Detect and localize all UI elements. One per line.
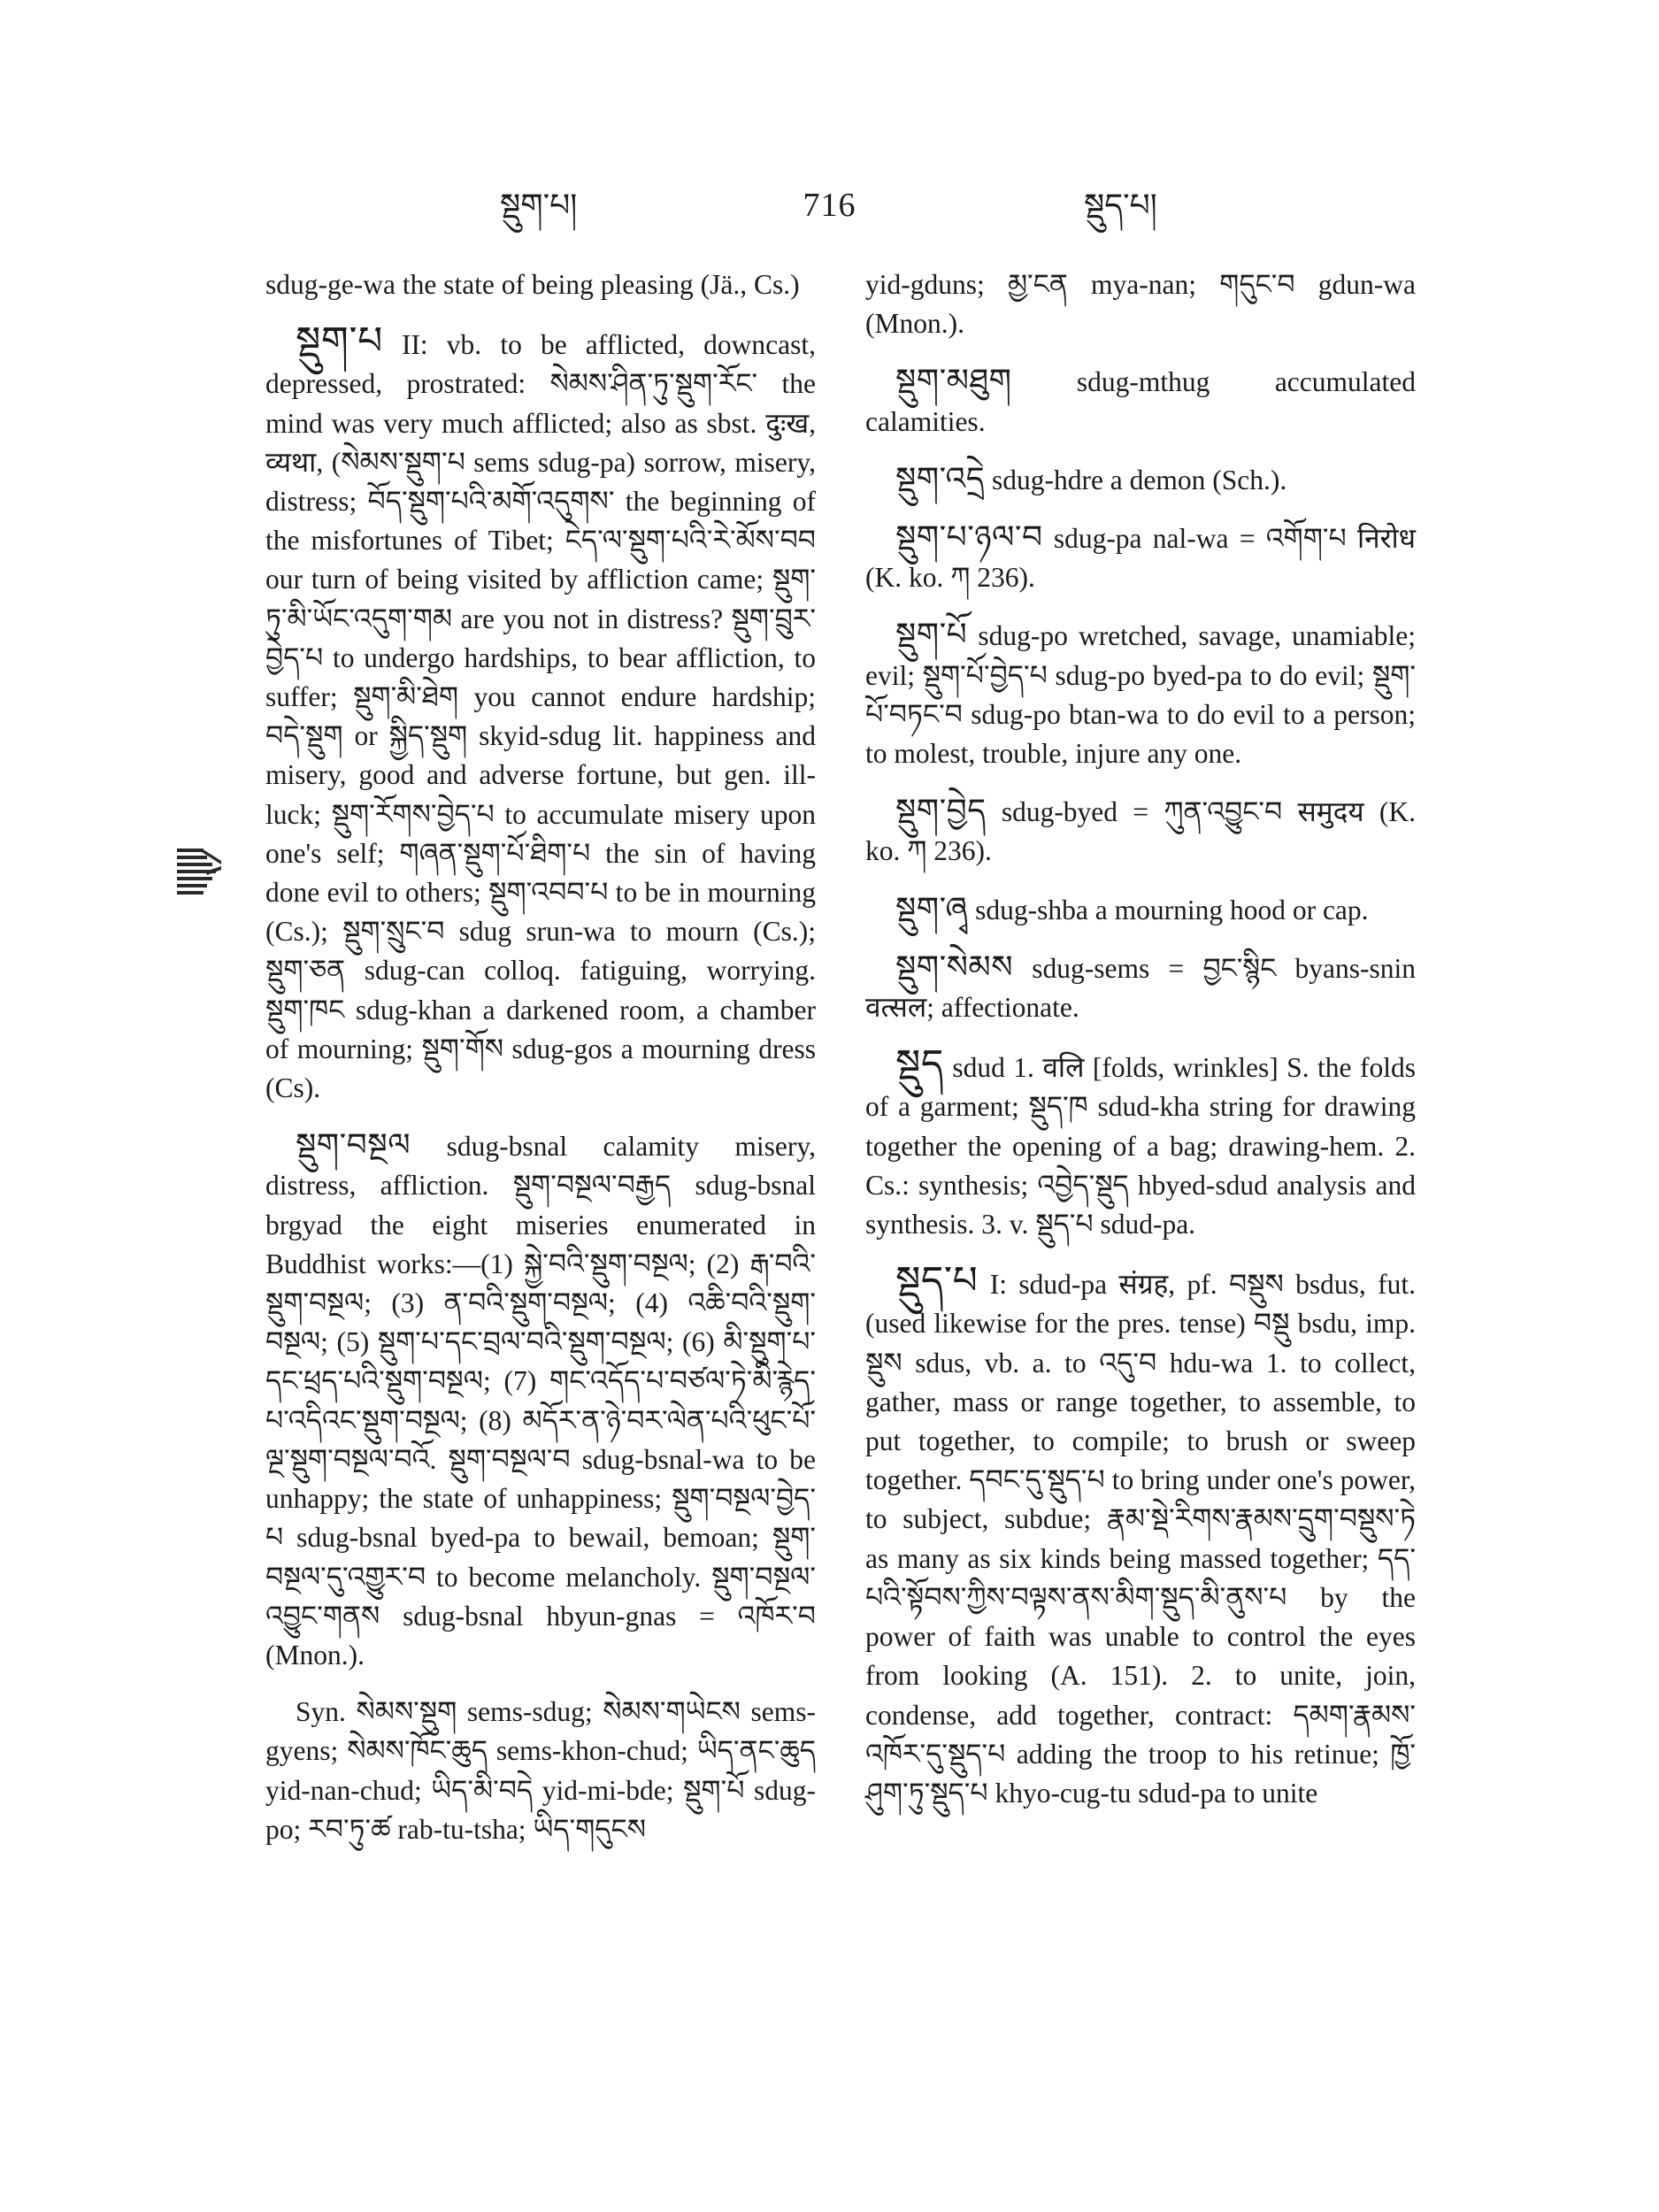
headword: སྡུག་སེམས bbox=[895, 949, 1013, 985]
headword: སྡུད་པ bbox=[895, 1259, 979, 1303]
entry-text: I: sdud-pa संग्रह, pf. བསྡུས bsdus, fut. (used likewise for the pres. tense) བསྡུ bsdu, imp. སྡུས sdus, vb. a. to འདུ་བ hdu-wa 1. to collect, gather, mass or range together, to assemble, to put together, to compile; to brush or sweep together. དབང་དུ་སྡུད་པ to bring under one's power, to subject, subdue; རྣམ་སྡེ་རིགས་རྣམས་དྲུག་བསྡུས་ཏེ as many as six kinds being massed together; དད་པའི་སྟོབས་ཀྱིས་བལྟས་ནས་མིག་སྡུད་མི་ནུས་པ by the power of faith was unable to control the eyes from looking (A. 151). 2. to unite, join, condense, add together, contract: དམག་རྣམས་འཁོར་དུ་སྡུད་པ adding the troop to his retinue; ཁྱོ་ཤུག་ཏུ་སྡུད་པ khyo-cug-tu sdud-pa to unite bbox=[865, 1269, 1417, 1809]
entry-text: sdug-bsnal calamity misery, distress, affliction. སྡུག་བསྔལ་བརྒྱད sdug-bsnal brgyad the eight miseries enumerated in Buddhist works:—(1) སྐྱེ་བའི་སྡུག་བསྔལ; (2) རྒ་བའི་སྡུག་བསྔལ; (3) ན་བའི་སྡུག་བསྔལ; (4) འཆི་བའི་སྡུག་བསྔལ; (5) སྡུག་པ་དང་བྲལ་བའི་སྡུག་བསྔལ; (6) མི་སྡུག་པ་དང་ཕྲད་པའི་སྡུག་བསྔལ; (7) གང་འདོད་པ་བཙལ་ཏེ་མི་རྙེད་པ་འདིའང་སྡུག་བསྔལ; (8) མདོར་ན་ཉེ་བར་ལེན་པའི་ཕུང་པོ་ལྔ་སྡུག་བསྔལ་བའོ. སྡུག་བསྔལ་བ sdug-bsnal-wa to be unhappy; the state of unhappiness; སྡུག་བསྔལ་བྱེད་པ sdug-bsnal byed-pa to bewail, bemoan; སྡུག་བསྔལ་དུ་འགྱུར་བ to become melancholy. སྡུག་བསྔལ་འབྱུང་གནས sdug-bsnal hbyun-gnas = འཁོར་བ (Mnon.). bbox=[265, 1131, 816, 1671]
headword: སྡུག་པོ bbox=[895, 617, 968, 653]
entry-text: II: vb. to be afflicted, downcast, depressed, prostrated: སེམས་ཤིན་ཏུ་སྡུག་རོང་ the mind was very much afflicted; also as sbst. दुःख, व्यथा, (སེམས་སྡུག་པ sems sdug-pa) sorrow, misery, distress; བོད་སྡུག་པའི་མགོ་འདུགས་ the beginning of the misfortunes of Tibet; ངེད་ལ་སྡུག་པའི་རེ་མོས་བབ our turn of being visited by affliction came; སྡུག་ཏུ་མི་ཡོང་འདུག་གམ are you not in distress? སྡུག་བྲུར་བྱེད་པ to undergo hardships, to bear affliction, to suffer; སྡུག་མི་ཐེག you cannot endure hardship; བདེ་སྡུག or སྐྱིད་སྡུག skyid-sdug lit. happiness and misery, good and adverse fortune, but gen. ill-luck; སྡུག་རོགས་བྱེད་པ to accumulate misery upon one's self; གཞན་སྡུག་པོ་ཐིག་པ the sin of having done evil to others; སྡུག་འབབ་པ to be in mourning (Cs.); སྡུག་སྲུང་བ sdug srun-wa to mourn (Cs.); སྡུག་ཅན sdug-can colloq. fatiguing, worrying. སྡུག་ཁང sdug-khan a darkened room, a chamber of mourning; སྡུག་གོས sdug-gos a mourning dress (Cs). bbox=[265, 329, 817, 1104]
entry-synonyms-continued bbox=[865, 265, 1416, 343]
headword: སྡུག་བྱེད bbox=[895, 793, 987, 829]
running-head-left: སྡུག་པ། bbox=[500, 188, 578, 223]
headword: སྡུག་འདྲེ bbox=[895, 460, 986, 496]
entry-sdug-pa-2 bbox=[265, 319, 817, 1108]
headword: སྡུག་མཐུག bbox=[895, 363, 1012, 399]
entry-continuation bbox=[265, 265, 816, 304]
entry-text: sdug-byed = ཀུན་འབྱུང་བ समुदय (K. ko. ཀ 236). bbox=[865, 796, 1416, 867]
entry-text: sdug-ge-wa the state of being pleasing (Jä., Cs.) bbox=[265, 269, 800, 300]
entry-text: yid-gduns; མྱ་ངན mya-nan; གདུང་བ gdun-wa (Mnon.). bbox=[865, 269, 1416, 340]
entry-synonyms bbox=[265, 1693, 816, 1849]
entry-text: sdug-pa nal-wa = འགོག་པ निरोध (K. ko. ཀ 236). bbox=[865, 523, 1416, 594]
page-number: 716 bbox=[803, 187, 856, 224]
entry-text: sdug-hdre a demon (Sch.). bbox=[991, 464, 1287, 495]
entry-text: sdug-sems = བྱང་སྙིང byans-snin वत्सल; affectionate. bbox=[865, 952, 1417, 1024]
entry-sdug-shba bbox=[865, 889, 1416, 930]
entry-text: sdud 1. वलि [folds, wrinkles] S. the folds of a garment; སྡུད་ཁ sdud-kha string for drawing together the opening of a bag; drawing-hem. 2. Cs.: synthesis; འབྱེད་སྡུད hbyed-sdud analysis and synthesis. 3. v. སྡུད་པ sdud-pa. bbox=[865, 1052, 1416, 1240]
entry-text: sdug-mthug accumulated calamities. bbox=[865, 366, 1416, 437]
entry-sdug-hdre bbox=[865, 459, 1416, 500]
entry-text: Syn. སེམས་སྡུག sems-sdug; སེམས་གཡེངས sems-gyens; སེམས་ཁོང་ཆུད sems-khon-chud; ཡིད་ནང་ཆུད yid-nan-chud; ཡིད་མི་བདེ yid-mi-bde; སྡུག་པོ sdug-po; རབ་ཏུ་ཚ rab-tu-tsha; ཡིད་གདུངས bbox=[265, 1696, 816, 1845]
entry-sdud bbox=[865, 1042, 1416, 1244]
entry-sdud-pa bbox=[865, 1259, 1417, 1813]
entry-sdug-pa-nal-wa bbox=[865, 518, 1416, 597]
entry-sdug-sems bbox=[865, 948, 1416, 1027]
entry-text: sdug-po wretched, savage, unamiable; evil; སྡུག་པོ་བྱེད་པ sdug-po byed-pa to do evil; སྡུག་པོ་བཏང་བ sdug-po btan-wa to do evil to a person; to molest, trouble, injure any one. bbox=[865, 620, 1417, 770]
headword: སྡུག་བསྔལ bbox=[296, 1127, 411, 1164]
margin-fist-icon bbox=[175, 845, 223, 900]
headword: སྡུག་པ bbox=[296, 319, 383, 364]
entry-sdug-bsnal bbox=[265, 1125, 816, 1675]
entry-sdug-byed bbox=[865, 791, 1416, 871]
entry-sdug-mthug bbox=[865, 361, 1416, 441]
entry-sdug-po bbox=[865, 615, 1416, 773]
right-column bbox=[865, 265, 1416, 1831]
headword: སྡུག་ཞྭ bbox=[895, 890, 969, 926]
entry-text: sdug-shba a mourning hood or cap. bbox=[975, 894, 1369, 926]
left-column bbox=[265, 265, 816, 1867]
headword: སྡུད bbox=[895, 1042, 944, 1087]
running-head-right: སྡུད་པ། bbox=[1084, 188, 1157, 223]
headword: སྡུག་པ་ཉལ་བ bbox=[895, 519, 1043, 556]
